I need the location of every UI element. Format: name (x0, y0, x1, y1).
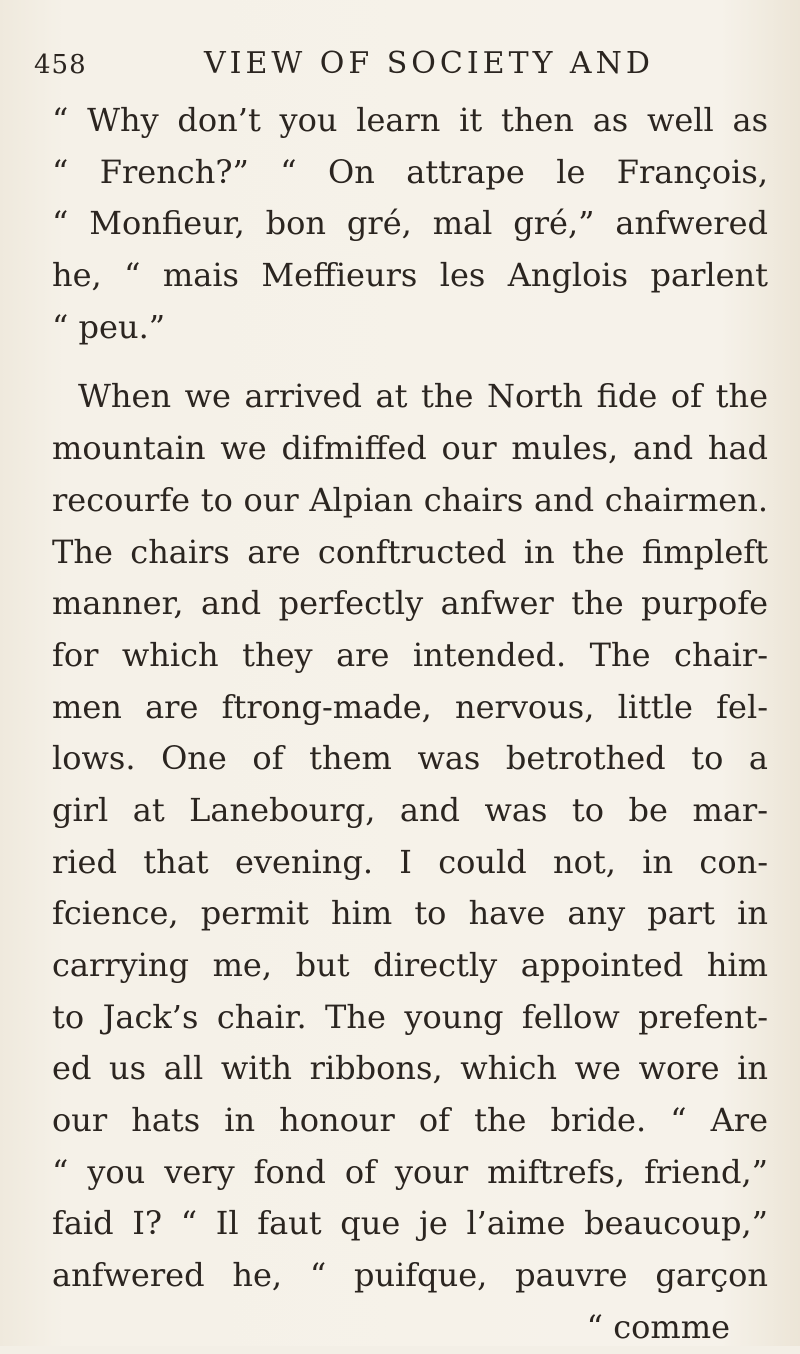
text-line: anfwered he, “ puifque, pauvre garçon (52, 1256, 768, 1295)
text-line: “ peu.” (52, 307, 166, 346)
text-line: carrying me, but directly appointed him (52, 946, 768, 984)
text-line: men are ftrong-made, nervous, little fel- (52, 687, 768, 726)
text-line: The chairs are conftructed in the fimpleft (52, 532, 768, 571)
text-line: manner, and perfectly anfwer the purpofe (52, 584, 768, 623)
text-line: lows. One of them was betrothed to a (52, 739, 768, 778)
text-line: ried that evening. I could not, in con- (52, 842, 768, 881)
text-line: girl at Lanebourg, and was to be mar- (52, 790, 768, 829)
paragraph-gap (52, 353, 768, 371)
text-line: to Jack’s chair. The young fellow prefent- (52, 997, 768, 1036)
text-line: ed us all with ribbons, which we wore in (52, 1049, 768, 1088)
catchword: “ comme (586, 1307, 730, 1346)
text-line: recourfe to our Alpian chairs and chairmen. (52, 480, 768, 519)
text-line: he, “ mais Meffieurs les Anglois parlent (52, 256, 768, 295)
page-header (34, 44, 774, 84)
running-head: VIEW OF SOCIETY AND (204, 46, 654, 81)
text-line: “ French?” “ On attrape le François, (52, 152, 768, 191)
text-line: fcience, permit him to have any part in (52, 894, 768, 933)
text-line: “ Monfieur, bon gré, mal gré,” anfwered (52, 204, 768, 243)
text-line: When we arrived at the North fide of the (78, 377, 768, 416)
text-line: “ you very fond of your miftrefs, friend,” (52, 1152, 768, 1191)
text-line: faid I? “ Il faut que je l’aime beaucoup,” (52, 1204, 768, 1243)
text-line: mountain we difmiffed our mules, and had (52, 429, 768, 468)
body-text (52, 95, 768, 1354)
text-line: “ Why don’t you learn it then as well as (52, 101, 768, 139)
page-number: 458 (34, 50, 87, 80)
text-line: for which they are intended. The chair- (52, 635, 768, 674)
text-line: our hats in honour of the bride. “ Are (52, 1101, 768, 1140)
